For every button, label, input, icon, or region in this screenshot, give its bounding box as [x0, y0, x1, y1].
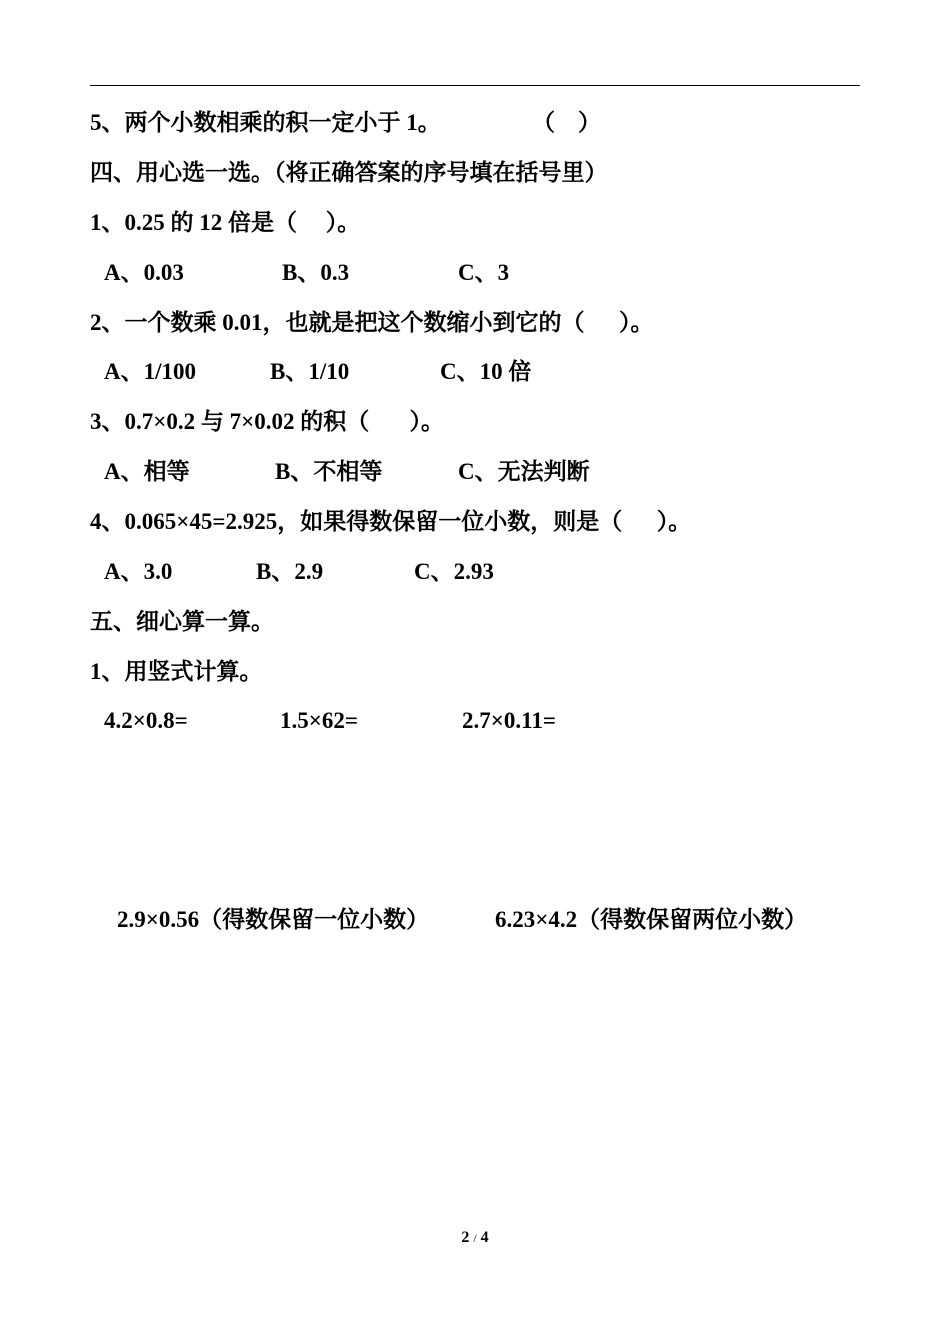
q1-option-c: C、3 [458, 260, 510, 285]
page-separator: / [473, 1231, 477, 1245]
judge-question-5-paren: （ ） [532, 110, 601, 135]
q2-option-b: B、1/10 [270, 359, 350, 384]
judge-question-5-text: 5、两个小数相乘的积一定小于 1。 [90, 110, 441, 135]
q4-option-a: A、3.0 [104, 559, 173, 584]
calc-5: 6.23×4.2（得数保留两位小数） [495, 907, 808, 932]
q1-option-b: B、0.3 [282, 260, 350, 285]
page-number [0, 1228, 950, 1248]
q3-option-c: C、无法判断 [458, 459, 590, 484]
choice-question-4: 4、0.065×45=2.925，如果得数保留一位小数，则是（ ）。 [90, 509, 692, 534]
page-current: 2 [461, 1229, 470, 1246]
section-4-title: 四、用心选一选。（将正确答案的序号填在括号里） [90, 160, 608, 185]
calc-1: 4.2×0.8= [104, 708, 188, 733]
section-5-sub-1: 1、用竖式计算。 [90, 659, 263, 684]
q3-option-b: B、不相等 [275, 459, 383, 484]
q2-option-c: C、10 倍 [440, 359, 532, 384]
judge-question-5 [90, 108, 601, 138]
section-5-title: 五、细心算一算。 [90, 609, 274, 634]
q4-option-c: C、2.93 [414, 559, 494, 584]
choice-question-3: 3、0.7×0.2 与 7×0.02 的积（ ）。 [90, 409, 444, 434]
choice-question-1: 1、0.25 的 12 倍是（ ）。 [90, 210, 361, 235]
q3-option-a: A、相等 [104, 459, 190, 484]
header-rule [90, 85, 860, 86]
calc-4: 2.9×0.56（得数保留一位小数） [117, 907, 430, 932]
q2-option-a: A、1/100 [104, 359, 196, 384]
choice-question-2: 2、一个数乘 0.01，也就是把这个数缩小到它的（ ）。 [90, 310, 654, 335]
page-total: 4 [480, 1229, 489, 1246]
calc-3: 2.7×0.11= [462, 708, 556, 733]
q1-option-a: A、0.03 [104, 260, 184, 285]
q4-option-b: B、2.9 [256, 559, 324, 584]
calc-2: 1.5×62= [280, 708, 358, 733]
